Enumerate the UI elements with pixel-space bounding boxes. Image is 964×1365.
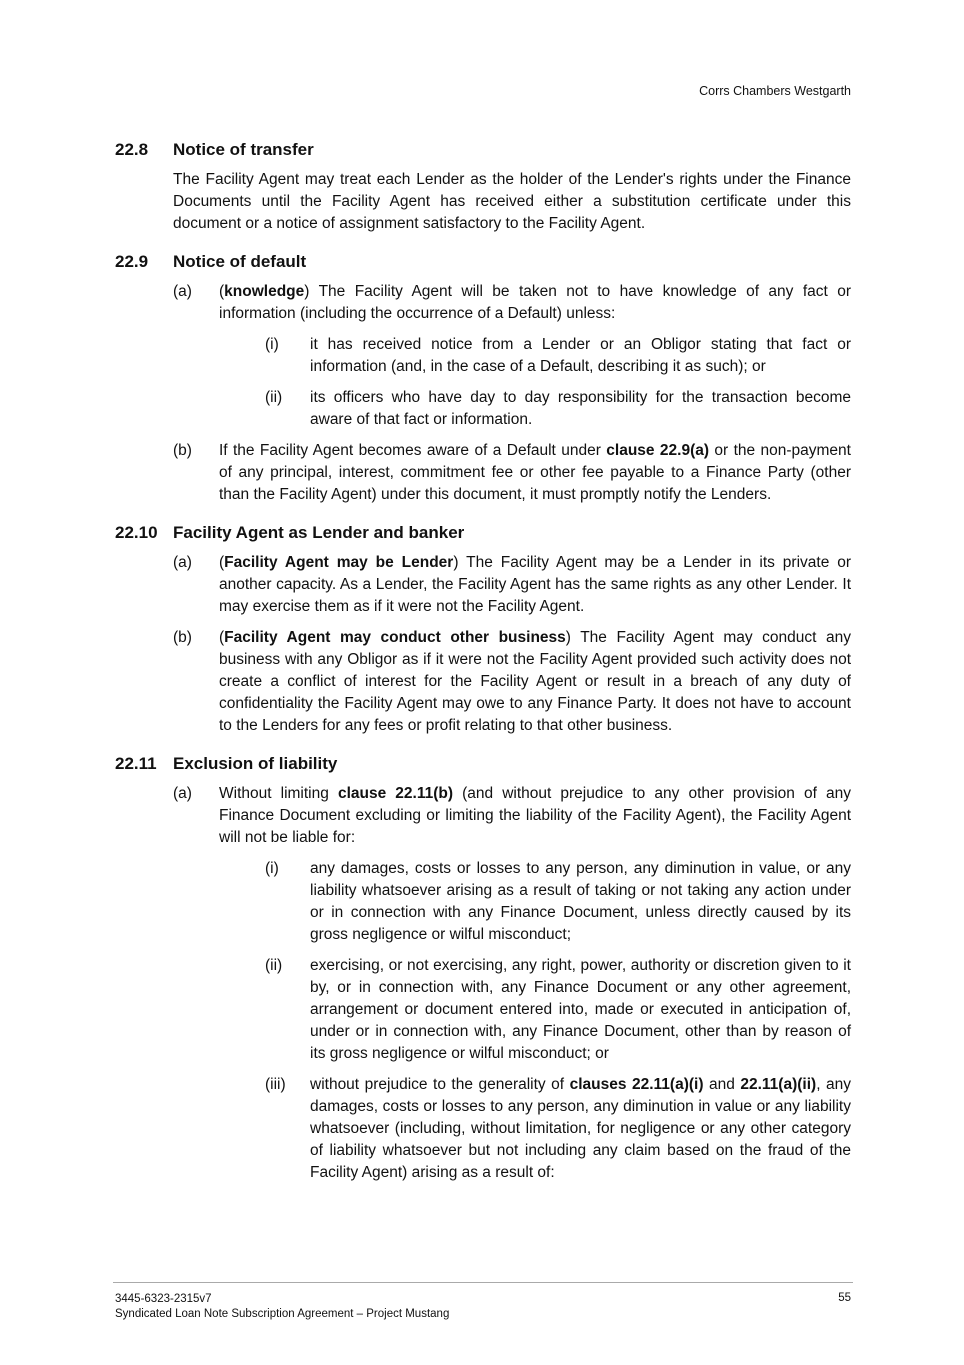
clause-item xyxy=(173,281,851,431)
cross-reference: clauses 22.11(a)(i) xyxy=(569,1076,704,1093)
section-22-8 xyxy=(115,140,851,235)
section-heading xyxy=(115,754,851,774)
page-number: 55 xyxy=(838,1292,851,1304)
footer-info xyxy=(115,1292,449,1322)
clause-text: (Facility Agent may conduct other business) The Facility Agent may conduct any business with any Obligor as if it were not the Facility Agent provided such activity does not create a conflict of interest for the Facility Agent or result in a breach of any duty of confidentiality the Facility Agent may owe to any Finance Party. It does not have to account to the Lenders for any fees or profit relating to that other business. xyxy=(219,629,851,734)
subclause-label: (iii) xyxy=(265,1076,286,1093)
subclause-label: (i) xyxy=(265,860,279,877)
section-heading xyxy=(115,523,851,543)
section-heading xyxy=(115,252,851,272)
clause-list xyxy=(173,281,851,506)
footer-doc-title: Syndicated Loan Note Subscription Agreement – Project Mustang xyxy=(115,1308,450,1320)
subclause-item xyxy=(265,1074,851,1184)
subclause-label: (ii) xyxy=(265,957,283,974)
subclause-label: (ii) xyxy=(265,389,283,406)
subclause-text: exercising, or not exercising, any right, power, authority or discretion given to it by, or in connection with, any Finance Document or any other agreement, arrangement or document entered into, made or executed in anticipation of, under or in connection with, any Finance Document, other than by reason of its gross negligence or wilful misconduct; or xyxy=(310,957,851,1062)
clause-heading-bold: Facility Agent may conduct other business xyxy=(224,629,566,646)
subclause-item xyxy=(265,955,851,1065)
clause-text: (knowledge) The Facility Agent will be taken not to have knowledge of any fact or information (including the occurrence of a Default) unless: xyxy=(219,283,851,322)
section-number: 22.11 xyxy=(115,754,157,773)
subclause-text: it has received notice from a Lender or an Obligor stating that fact or information (and, in the case of a Default, describing it as such); or xyxy=(310,336,851,375)
clause-item xyxy=(173,440,851,506)
document-body xyxy=(115,140,851,1210)
header-firm-name: Corrs Chambers Westgarth xyxy=(699,84,851,98)
subclause-text: any damages, costs or losses to any person, any diminution in value, or any liability whatsoever arising as a result of taking or not taking any action under or in connection with any Finance Document, unless directly caused by its gross negligence or wilful misconduct; xyxy=(310,860,851,943)
section-title: Notice of transfer xyxy=(173,140,314,159)
clause-text: (Facility Agent may be Lender) The Facility Agent may be a Lender in its private or another capacity. As a Lender, the Facility Agent has the same rights as any other Lender. It may exercise them as if it were not the Facility Agent. xyxy=(219,554,852,615)
subclause-item xyxy=(265,387,851,431)
cross-reference: clause 22.11(b) xyxy=(337,785,454,802)
clause-list xyxy=(173,783,851,1193)
section-22-9 xyxy=(115,252,851,506)
section-title: Exclusion of liability xyxy=(173,754,338,773)
subclause-item xyxy=(265,858,851,946)
clause-heading-bold: knowledge xyxy=(224,283,305,300)
cross-reference: clause 22.9(a) xyxy=(606,442,710,459)
clause-label: (a) xyxy=(173,785,192,802)
clause-label: (b) xyxy=(173,442,192,459)
clause-text: Without limiting clause 22.11(b) (and without prejudice to any other provision of any Finance Document excluding or limiting the liability of the Facility Agent), the Facility Agent will not be liable for: xyxy=(219,785,851,846)
subclause-list xyxy=(265,858,851,1184)
subclause-text: without prejudice to the generality of clauses 22.11(a)(i) and 22.11(a)(ii), any damages, costs or losses to any person, any diminution in value or any liability whatsoever (including, without limitation, for negligence or any other category of liability whatsoever but not including any claim based on the fraud of the Facility Agent) arising as a result of: xyxy=(310,1076,851,1181)
section-22-11 xyxy=(115,754,851,1193)
section-number: 22.10 xyxy=(115,523,158,542)
section-number: 22.9 xyxy=(115,252,149,271)
subclause-item xyxy=(265,334,851,378)
footer-doc-id: 3445-6323-2315v7 xyxy=(115,1293,212,1305)
section-body: The Facility Agent may treat each Lender as the holder of the Lender's rights under the Finance Documents until the Facility Agent has received either a substitution certificate under this document or a notice of assignment satisfactory to the Facility Agent. xyxy=(173,171,851,232)
section-22-10 xyxy=(115,523,851,737)
clause-heading-bold: Facility Agent may be Lender xyxy=(224,554,454,571)
clause-label: (b) xyxy=(173,629,192,646)
clause-item xyxy=(173,783,851,1193)
clause-label: (a) xyxy=(173,554,192,571)
clause-label: (a) xyxy=(173,283,192,300)
section-title: Facility Agent as Lender and banker xyxy=(173,523,465,542)
cross-reference: 22.11(a)(ii) xyxy=(740,1076,817,1093)
section-number: 22.8 xyxy=(115,140,149,159)
clause-list xyxy=(173,552,851,737)
subclause-label: (i) xyxy=(265,336,279,353)
section-heading xyxy=(115,140,851,160)
subclause-list xyxy=(265,334,851,431)
section-title: Notice of default xyxy=(173,252,307,271)
clause-item xyxy=(173,552,851,618)
clause-text: If the Facility Agent becomes aware of a Default under clause 22.9(a) or the non-payment of any principal, interest, commitment fee or other fee payable to a Finance Party (other than the Facility Agent) under this document, it must promptly notify the Lenders. xyxy=(219,442,851,503)
subclause-text: its officers who have day to day responsibility for the transaction become aware of that fact or information. xyxy=(310,389,851,428)
clause-item xyxy=(173,627,851,737)
footer-divider xyxy=(113,1282,853,1283)
